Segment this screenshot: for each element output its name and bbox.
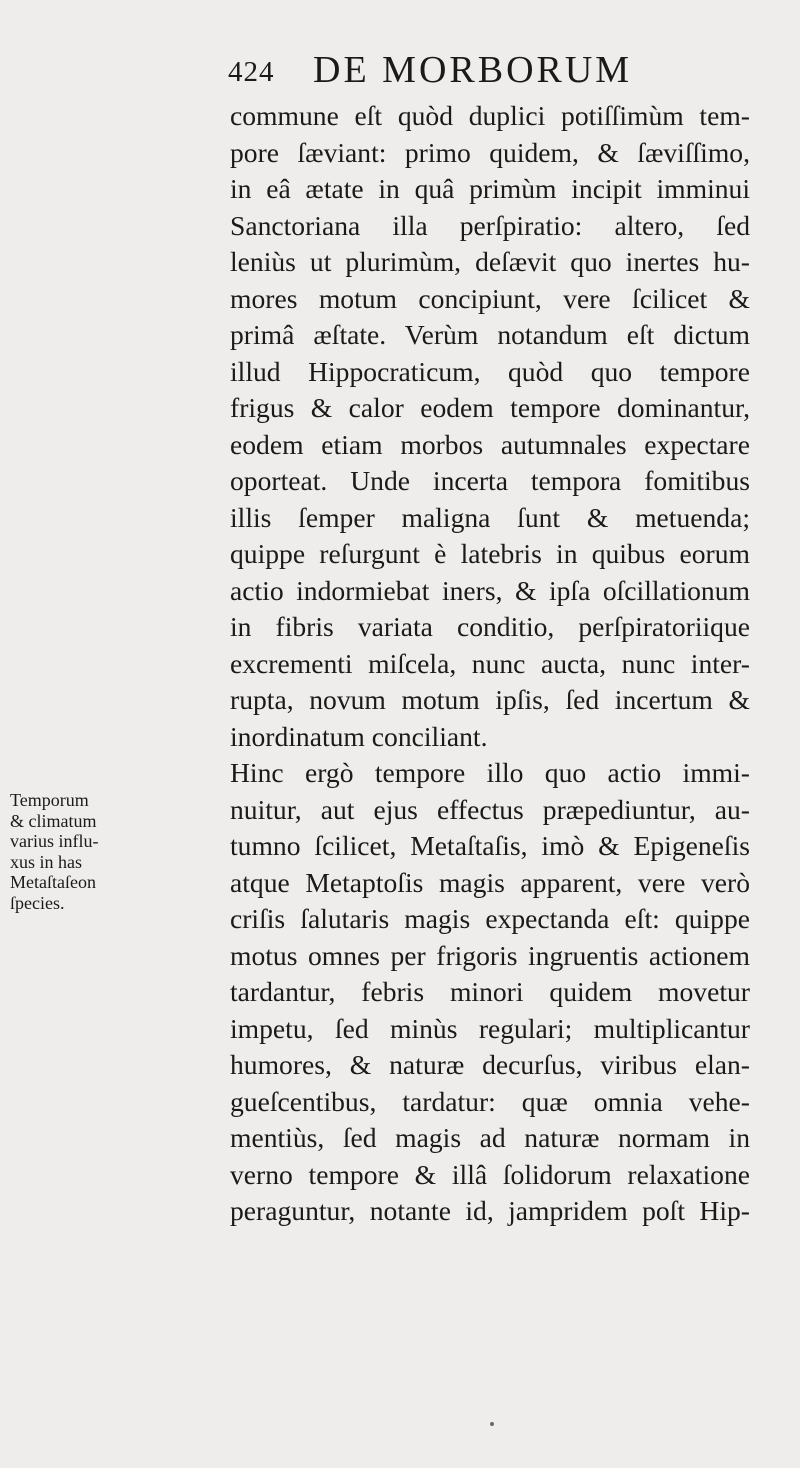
text-line: in fibris variata conditio, perſpiratoriique xyxy=(230,611,750,642)
running-head: DE MORBORUM xyxy=(313,49,633,91)
text-line: nuitur, aut ejus effectus præpediuntur, au- xyxy=(230,793,750,825)
text-line: verno tempore & illâ ſolidorum relaxatione xyxy=(230,1158,750,1190)
margin-note-line: & climatum xyxy=(10,810,97,831)
text-line: eodem etiam morbos autumnales expectare xyxy=(230,428,750,460)
margin-note-line: ſpecies. xyxy=(10,892,65,913)
margin-note xyxy=(10,790,210,913)
margin-note-line: xus in has xyxy=(10,851,82,872)
text-line: gueſcentibus, tardatur: quæ omnia vehe- xyxy=(230,1085,750,1117)
text-line: oporteat. Unde incerta tempora fomitibus xyxy=(230,465,750,496)
text-line: commune eſt quòd duplici potiſſimùm tem- xyxy=(230,100,750,131)
text-line: humores, & naturæ decurſus, viribus elan- xyxy=(230,1049,750,1080)
page-header xyxy=(228,46,748,94)
margin-note-line: varius influ- xyxy=(10,831,99,851)
ink-speck xyxy=(490,1422,494,1426)
text-line: in eâ ætate in quâ primùm incipit imminui xyxy=(230,173,750,204)
page-number: 424 xyxy=(228,56,275,88)
text-line: Sanctoriana illa perſpiratio: altero, ſed xyxy=(230,209,750,241)
text-line: leniùs ut plurimùm, deſævit quo inertes hu- xyxy=(230,246,750,277)
text-line: tumno ſcilicet, Metaſtaſis, imò & Epigeneſis xyxy=(230,830,750,861)
text-line: mores motum concipiunt, vere ſcilicet & xyxy=(230,282,750,314)
text-line: rupta, novum motum ipſis, ſed incertum & xyxy=(230,684,750,715)
margin-note-line: Metaſtaſeon xyxy=(10,872,96,892)
text-line: tardantur, febris minori quidem movetur xyxy=(230,976,750,1007)
text-line: illis ſemper maligna ſunt & metuenda; xyxy=(230,501,750,533)
text-line: excrementi miſcela, nunc aucta, nunc inter- xyxy=(230,647,750,679)
text-line: quippe reſurgunt è latebris in quibus eorum xyxy=(230,538,750,569)
text-line: atque Metaptoſis magis apparent, vere verò xyxy=(230,866,750,898)
body-text xyxy=(230,98,750,1230)
text-line: impetu, ſed minùs regulari; multiplicantur xyxy=(230,1012,750,1044)
text-line: actio indormiebat iners, & ipſa oſcillationum xyxy=(230,574,750,606)
text-line: inordinatum conciliant. xyxy=(230,720,488,752)
text-line: peraguntur, notante id, jampridem poſt Hip- xyxy=(230,1195,750,1226)
text-line: mentiùs, ſed magis ad naturæ normam in xyxy=(230,1122,750,1153)
text-line: illud Hippocraticum, quòd quo tempore xyxy=(230,355,750,387)
text-line: primâ æſtate. Verùm notandum eſt dictum xyxy=(230,319,750,350)
margin-note-line: Temporum xyxy=(10,790,89,810)
text-line: frigus & calor eodem tempore dominantur, xyxy=(230,392,750,423)
text-line: pore ſæviant: primo quidem, & ſæviſſimo, xyxy=(230,136,750,168)
text-line: criſis ſalutaris magis expectanda eſt: quippe xyxy=(230,903,750,934)
text-line: Hinc ergò tempore illo quo actio immi- xyxy=(230,757,750,788)
text-line: motus omnes per frigoris ingruentis actionem xyxy=(230,939,750,971)
